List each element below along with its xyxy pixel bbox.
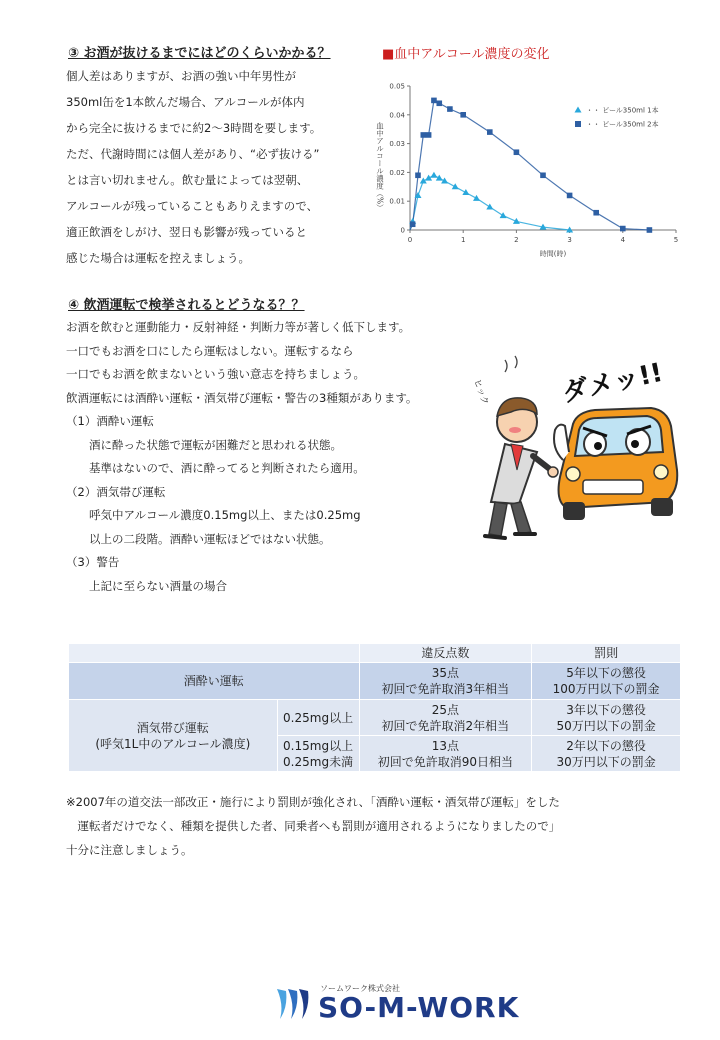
section4-line: 飲酒運転には酒酔い運転・酒気帯び運転・警告の3種類があります。 [66, 390, 418, 405]
data-point-triangle [430, 172, 437, 178]
logo-company-kana: ソームワーク株式会社 [320, 984, 400, 993]
section4-line: （3）警告 [66, 555, 120, 569]
points-value: 25点 [431, 702, 460, 717]
data-point-square [460, 112, 466, 118]
penalty-prison: 3年以下の懲役 [566, 702, 646, 717]
data-point-square [447, 106, 453, 112]
data-point-square [567, 193, 573, 199]
data-point-square [620, 226, 626, 232]
section3-line: 350ml缶を1本飲んだ場合、アルコールが体内 [66, 95, 305, 109]
y-tick-label: 0.03 [389, 140, 405, 149]
data-point-square [647, 227, 653, 233]
level-value: 0.25mg未満 [283, 754, 354, 769]
series-line [410, 175, 570, 230]
penalty-prison: 5年以下の懲役 [566, 666, 646, 680]
logo-name: SO-M-WORK [318, 991, 520, 1024]
section3-line: とは言い切れません。飲む量によっては翌朝、 [66, 173, 309, 187]
note-line: 十分に注意しましょう。 [66, 843, 193, 857]
section3-line: から完全に抜けるまでに約2～3時間を要します。 [66, 121, 322, 135]
row-label-drunk-driving: 酒酔い運転 [69, 663, 360, 700]
row-label-dui [69, 700, 278, 772]
data-point-triangle [452, 183, 459, 189]
points-cell [359, 700, 532, 736]
legend-label: ・・ ビール350ml 2本 [586, 120, 659, 129]
data-point-triangle [462, 189, 469, 195]
company-logo [274, 983, 520, 1024]
drunk-man-icon [485, 398, 558, 538]
chart-legend [575, 106, 659, 129]
penalty-fine: 30万円以下の罰金 [556, 754, 656, 769]
chart-title-text: ■血中アルコール濃度の変化 [382, 47, 550, 62]
table-row [69, 663, 681, 700]
section4-line: （1）酒酔い運転 [66, 414, 154, 428]
penalty-cell [532, 700, 681, 736]
section3-line: 個人差はありますが、お酒の強い中年男性が [66, 69, 296, 83]
points-note: 初回で免許取消90日相当 [377, 754, 514, 769]
note [66, 790, 560, 862]
section4-line: お酒を飲むと運動能力・反射神経・判断力等が著しく低下します。 [66, 320, 411, 334]
section3-body [66, 63, 321, 271]
dui-label: 酒気帯び運転 [136, 720, 209, 735]
level-value: 0.25mg以上 [283, 710, 354, 725]
table-header-points: 違反点数 [359, 644, 532, 663]
dui-sublabel: (呼気1L中のアルコール濃度) [95, 736, 251, 751]
legend-label: ・・ ビール350ml 1本 [586, 106, 659, 115]
x-tick-label: 2 [514, 236, 519, 244]
dizzy-marks-icon [505, 356, 517, 372]
y-tick-label: 0.04 [389, 111, 405, 120]
data-point-triangle [486, 203, 493, 209]
data-point-triangle [473, 195, 480, 201]
section4-line: （2）酒気帯び運転 [66, 484, 166, 499]
level-cell [277, 700, 359, 736]
section4-line: 酒に酔った状態で運転が困難だと思われる状態。 [66, 437, 342, 452]
blood-alcohol-chart [368, 72, 688, 262]
penalty-cell [532, 663, 681, 700]
x-tick-label: 3 [567, 236, 572, 244]
points-cell [359, 736, 532, 772]
table-header-penalty: 罰則 [532, 644, 681, 663]
data-point-triangle [500, 212, 507, 218]
data-point-square [514, 149, 520, 155]
x-tick-label: 1 [460, 236, 466, 244]
points-value: 13点 [431, 738, 460, 753]
chart-title [382, 43, 550, 62]
section4-line: 呼気中アルコール濃度0.15mg以上、または0.25mg [66, 508, 361, 522]
section4-body [66, 316, 417, 598]
level-cell [277, 736, 359, 772]
section4-line: 一口でもお酒を飲まないという強い意志を持ちましょう。 [66, 367, 365, 381]
x-tick-label: 4 [620, 236, 626, 244]
table-header-empty [69, 644, 360, 663]
section3-line: 適正飲酒をしがけ、翌日も影響が残っていると [66, 225, 308, 239]
data-point-square [436, 100, 442, 106]
data-point-square [415, 172, 421, 178]
chart-y-axis-label: 血中アルコール濃度（%） [375, 122, 385, 212]
data-point-square [487, 129, 493, 135]
section4-line: 基準はないので、酒に酔ってると判断されたら適用。 [66, 461, 365, 475]
speech-text: ダメッ!! [559, 357, 666, 409]
section4-line: 以上の二段階。酒酔い運転ほどではない状態。 [66, 531, 331, 546]
section3-line: 感じた場合は運転を控えましょう。 [66, 251, 250, 265]
level-value: 0.15mg以上 [283, 738, 354, 753]
chart-x-axis-label: 時間(時) [539, 250, 567, 258]
section3-line: アルコールが残っていることもありえますので、 [66, 199, 319, 213]
wave-logo-icon [274, 985, 314, 1021]
table-row [69, 700, 681, 736]
points-value: 35点 [431, 666, 460, 680]
data-point-square [431, 98, 437, 104]
section4-heading: ④ 飲酒運転で検挙されるとどうなる？？ [68, 298, 305, 313]
data-point-square [410, 221, 416, 227]
y-tick-label: 0.02 [389, 168, 405, 177]
section3-line: ただ、代謝時間には個人差があり、“必ず抜ける” [66, 147, 320, 161]
section3-heading: ③ お酒が抜けるまでにはどのくらいかかる？ [68, 46, 331, 61]
data-point-square [426, 132, 432, 138]
penalty-prison: 2年以下の懲役 [566, 738, 646, 753]
legend-marker-triangle [575, 107, 582, 113]
penalty-table [68, 643, 681, 772]
x-tick-label: 5 [673, 236, 679, 244]
y-tick-label: 0.05 [389, 82, 405, 91]
points-note: 初回で免許取消3年相当 [381, 682, 510, 696]
orange-car-icon [554, 408, 677, 520]
data-point-square [540, 172, 546, 178]
legend-marker-square [575, 121, 581, 127]
y-tick-label: 0 [400, 226, 405, 235]
section4-line: 一口でもお酒を口にしたら運転はしない。運転するなら [66, 343, 354, 358]
data-point-square [421, 132, 427, 138]
data-point-square [593, 210, 599, 216]
points-cell [359, 663, 532, 700]
penalty-fine: 100万円以下の罰金 [552, 682, 660, 696]
note-line: 運転者だけでなく、種類を提供した者、同乗者へも罰則が適用されるようになりましたので」 [66, 819, 561, 833]
y-tick-label: 0.01 [389, 197, 405, 206]
penalty-cell [532, 736, 681, 772]
note-line: ※2007年の道交法一部改正・施行により罰則が強化され、「酒酔い運転・酒気帯び運転」をした [66, 795, 560, 809]
points-note: 初回で免許取消2年相当 [381, 718, 510, 733]
drunk-man-and-car-illustration [455, 352, 685, 542]
section4-line: 上記に至らない酒量の場合 [66, 578, 227, 593]
hic-text: ヒック [471, 377, 490, 407]
penalty-fine: 50万円以下の罰金 [556, 718, 656, 733]
x-tick-label: 0 [407, 236, 413, 244]
